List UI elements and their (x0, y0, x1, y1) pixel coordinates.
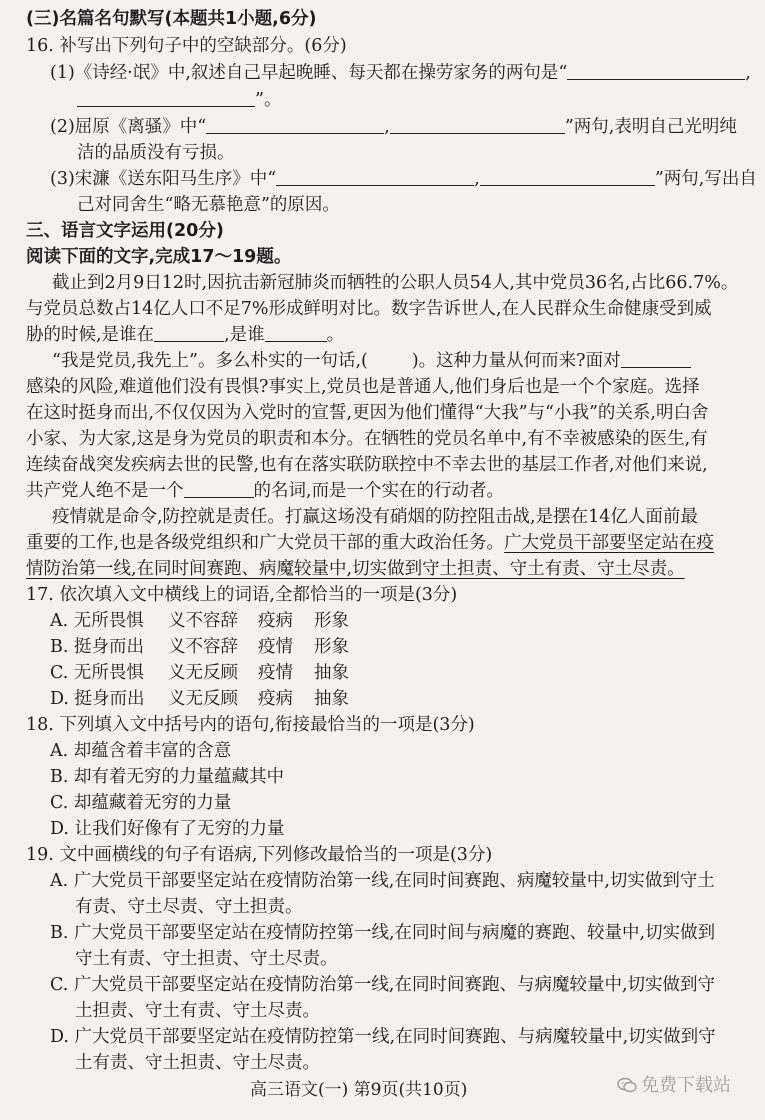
q18-option-d: D. 让我们好像有了无穷的力量 (50, 819, 285, 839)
passage-text: 。 (326, 325, 345, 345)
q16-part2-text-b: ”两句,表明自己光明纯 (564, 117, 737, 137)
option-word: B. 挺身而出 (50, 637, 144, 657)
q16-part3-line2: 己对同舍生“略无慕艳意”的原因。 (77, 195, 340, 215)
blank (390, 115, 565, 134)
underlined-sentence: 广大党员干部要坚定站在疫 (504, 533, 715, 553)
passage-text: “我是党员,我先上”。多么朴实的一句话,( (52, 351, 368, 371)
option-word: 疫情 (258, 637, 293, 657)
option-word: 形象 (314, 637, 349, 657)
q16-part3-line1 (50, 166, 757, 192)
passage-line (26, 322, 344, 348)
q16-part1-text: (1)《诗经·氓》中,叙述自己早起晚睡、每天都在操劳家务的两句是“ (50, 63, 568, 83)
option-word: 义不容辞 (168, 611, 238, 631)
blank (265, 323, 327, 342)
q17-option-c (50, 660, 349, 686)
passage-line (26, 530, 714, 556)
q16-part3-text-b: ”两句,写出自 (654, 169, 757, 189)
q16-part2-line2: 洁的品质没有亏损。 (77, 143, 235, 163)
option-word: 义无反顾 (168, 663, 238, 683)
q16-part2-text: (2)屈原《离骚》中“ (50, 117, 207, 137)
wechat-icon (617, 1075, 637, 1091)
q17-stem: 17. 依次填入文中横线上的词语,全都恰当的一项是(3分) (26, 585, 458, 605)
q18-option-a: A. 却蕴含着丰富的含意 (50, 741, 232, 761)
blank (77, 88, 255, 107)
q19-option-c-cont: 土担责、守土有责、守土尽责。 (75, 1001, 320, 1021)
option-word: 疫病 (258, 611, 293, 631)
passage-line (52, 348, 691, 374)
q18-option-b: B. 却有着无穷的力量蕴藏其中 (50, 767, 284, 787)
section-heading-3: (三)名篇名句默写(本题共1小题,6分) (26, 9, 317, 29)
passage-line: 在这时挺身而出,不仅仅因为入党时的宣誓,更因为他们懂得“大我”与“小我”的关系,明白舍 (26, 403, 709, 423)
passage-line: 截止到2月9日12时,因抗击新冠肺炎而牺牲的公职人员54人,其中党员36名,占比66.7%。 (52, 273, 739, 293)
q16-stem: 16. 补写出下列句子中的空缺部分。(6分) (26, 36, 347, 56)
option-word: 疫病 (258, 689, 293, 709)
option-word: A. 无所畏惧 (50, 611, 144, 631)
passage-text: ,是谁 (224, 325, 265, 345)
blank (480, 167, 655, 186)
watermark-text: 免费下载站 (641, 1075, 731, 1096)
option-word: D. 挺身而出 (50, 689, 145, 709)
blank (621, 349, 691, 368)
watermark (617, 1073, 731, 1099)
q16-part1-line1 (50, 60, 751, 86)
q19-option-b-cont: 守土有责、守土担责、守土尽责。 (75, 949, 338, 969)
passage-line: 小家、为大家,这是身为党员的职责和本分。在牺牲的党员名单中,有不幸被感染的医生,有 (26, 429, 708, 449)
q19-option-d: D. 广大党员干部要坚定站在疫情防控第一线,在同时间赛跑、与病魔较量中,切实做到守 (50, 1027, 716, 1047)
passage-text: 共产党人绝不是一个 (26, 481, 184, 501)
passage-line: 感染的风险,难道他们没有畏惧?事实上,党员也是普通人,他们身后也是一个个家庭。选择 (26, 377, 700, 397)
option-word: 疫情 (258, 663, 293, 683)
q16-part2-line1 (50, 114, 737, 140)
option-word: 抽象 (314, 689, 349, 709)
q16-part1-end: ”。 (255, 90, 282, 110)
q16-part3-text: (3)宋濂《送东阳马生序》中“ (50, 169, 277, 189)
q19-option-b: B. 广大党员干部要坚定站在疫情防控第一线,在同时间与病魔的赛跑、较量中,切实做到 (50, 923, 716, 943)
blank (276, 167, 474, 186)
q19-option-d-cont: 土有责、守土担责、守土尽责。 (75, 1053, 320, 1073)
q16-part3-comma: , (474, 169, 480, 189)
q17-option-d (50, 686, 349, 712)
passage-line (26, 478, 504, 504)
passage-text: )。这种力量从何而来?面对 (411, 351, 621, 371)
section-heading-lang: 三、语言文字运用(20分) (26, 221, 224, 241)
underlined-sentence: 情防治第一线,在同时间赛跑、病魔较量中,切实做到守土担责、守土有责、守土尽责。 (26, 559, 685, 579)
q18-stem: 18. 下列填入文中括号内的语句,衔接最恰当的一项是(3分) (26, 715, 475, 735)
q17-option-a (50, 608, 349, 634)
option-word: 形象 (314, 611, 349, 631)
reading-instruction: 阅读下面的文字,完成17～19题。 (26, 247, 292, 267)
passage-line: 连续奋战突发疾病去世的民警,也有在落实联防联控中不幸去世的基层工作者,对他们来说, (26, 455, 708, 475)
passage-line: 疫情就是命令,防控就是责任。打赢这场没有硝烟的防控阻击战,是摆在14亿人面前最 (52, 507, 698, 527)
q18-option-c: C. 却蕴藏着无穷的力量 (50, 793, 232, 813)
passage-text: 胁的时候,是谁在 (26, 325, 155, 345)
option-word: C. 无所畏惧 (50, 663, 144, 683)
blank (567, 61, 745, 80)
blank (184, 479, 254, 498)
q19-option-a-cont: 有责、守土尽责、守土担责。 (75, 897, 303, 917)
q19-stem: 19. 文中画横线的句子有语病,下列修改最恰当的一项是(3分) (26, 845, 493, 865)
q19-option-c: C. 广大党员干部要坚定站在疫情防治第一线,在同时间赛跑、与病魔较量中,切实做到守 (50, 975, 716, 995)
q16-part2-comma: , (384, 117, 390, 137)
option-word: 义无反顾 (168, 689, 238, 709)
page-footer: 高三语文(一) 第9页(共10页) (250, 1080, 468, 1100)
passage-text: 的名词,而是一个实在的行动者。 (253, 481, 505, 501)
passage-line: 与党员总数占14亿人口不足7%形成鲜明对比。数字告诉世人,在人民群众生命健康受到威 (26, 299, 712, 319)
option-word: 义不容辞 (168, 637, 238, 657)
q19-option-a: A. 广大党员干部要坚定站在疫情防治第一线,在同时间赛跑、病魔较量中,切实做到守土 (50, 871, 715, 891)
q16-part1-line2 (77, 87, 281, 113)
q16-part1-comma: , (745, 63, 751, 83)
passage-text: 重要的工作,也是各级党组织和广大党员干部的重大政治任务。 (26, 533, 505, 553)
blank (154, 323, 224, 342)
q17-option-b (50, 634, 349, 660)
option-word: 抽象 (314, 663, 349, 683)
blank (206, 115, 384, 134)
